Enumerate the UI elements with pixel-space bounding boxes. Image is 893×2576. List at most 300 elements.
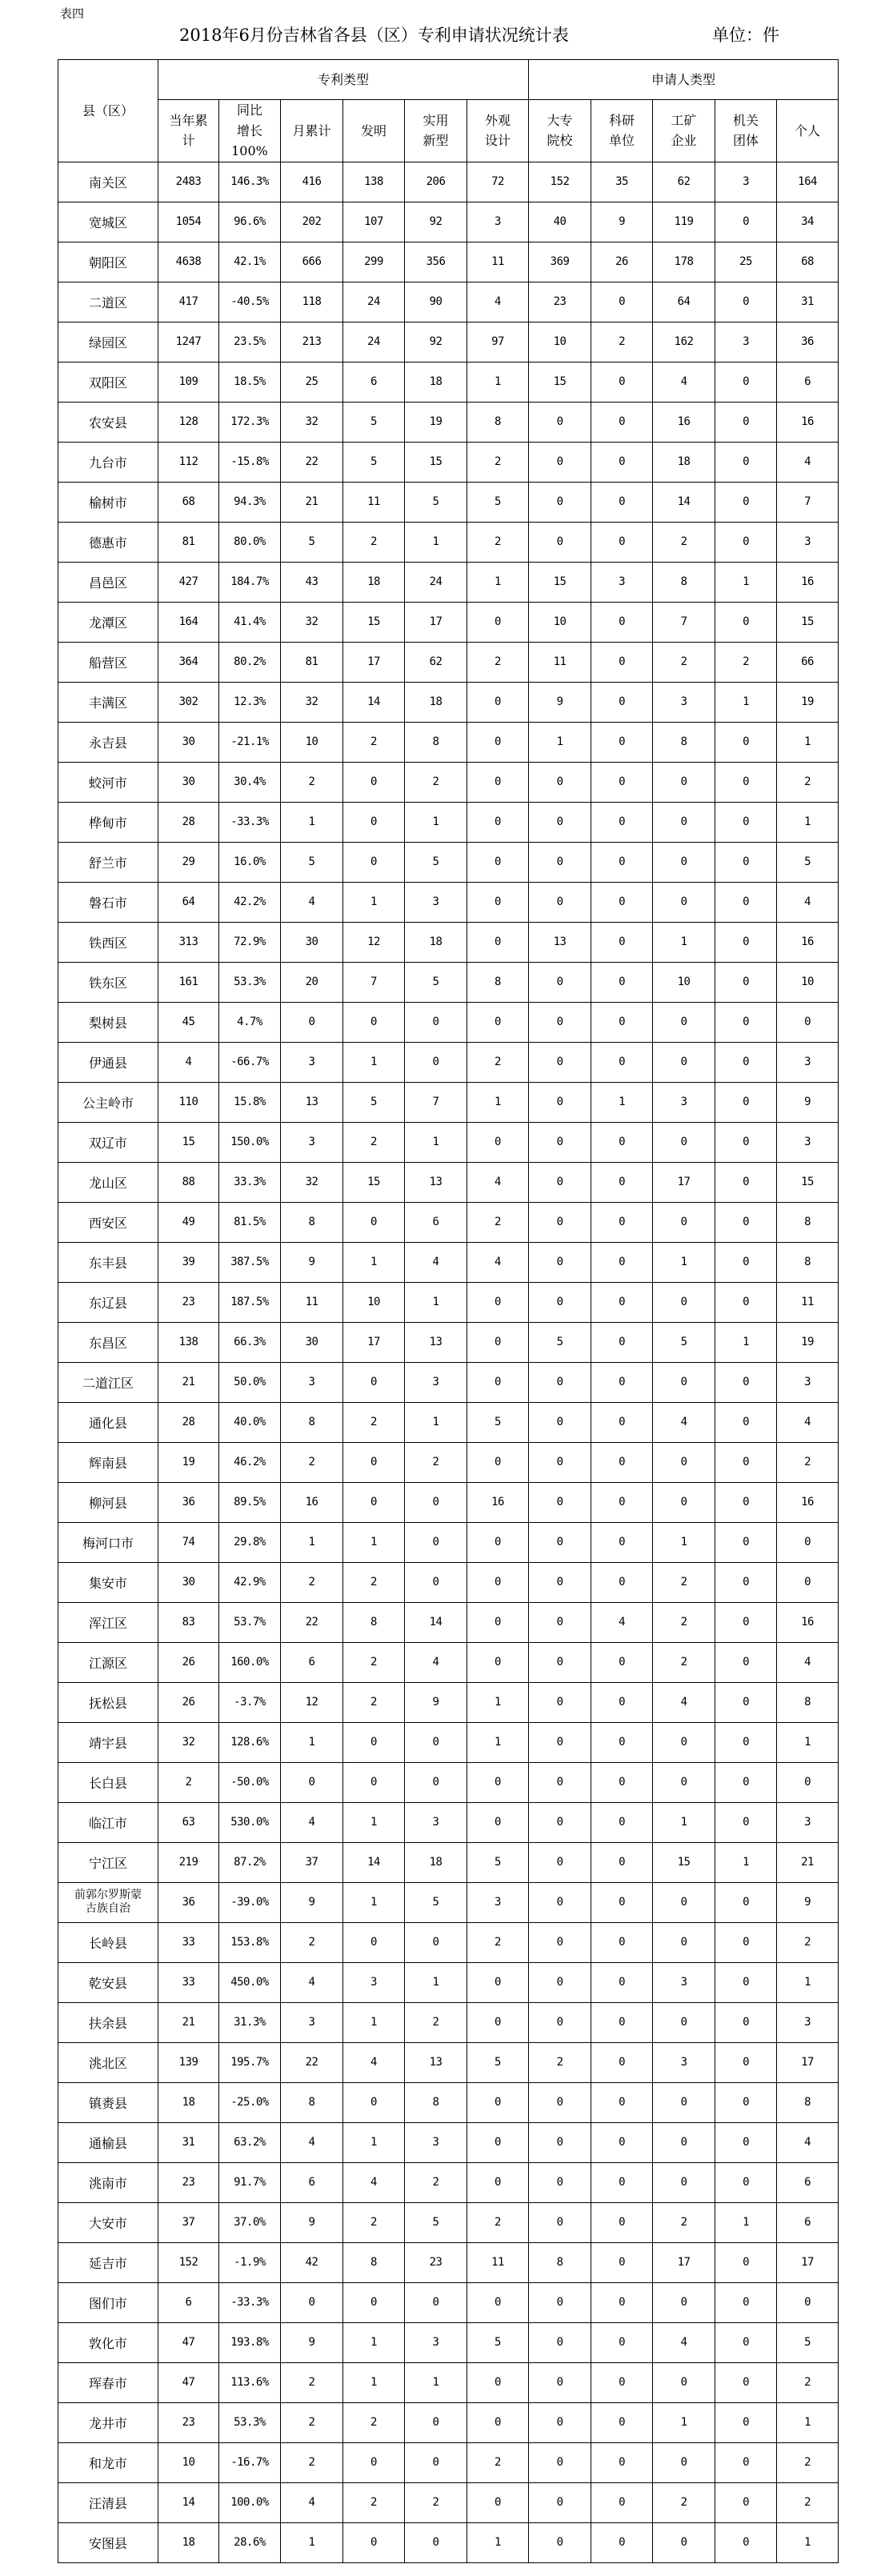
value-cell: 23	[158, 2162, 219, 2202]
value-cell: 3	[653, 1082, 715, 1122]
value-cell: 0	[715, 1162, 777, 1202]
value-cell: 7	[343, 962, 405, 1002]
value-cell: -50.0%	[219, 1762, 281, 1802]
value-cell: 81	[158, 522, 219, 562]
value-cell: 37.0%	[219, 2202, 281, 2242]
region-name-cell: 九台市	[58, 442, 158, 482]
value-cell: 2	[777, 1922, 839, 1962]
value-cell: 36	[158, 1482, 219, 1522]
value-cell: 128.6%	[219, 1722, 281, 1762]
value-cell: 5	[281, 522, 343, 562]
table-row	[58, 682, 839, 722]
value-cell: 92	[405, 322, 467, 362]
document-title: 2018年6月份吉林省各县（区）专利申请状况统计表	[179, 22, 569, 46]
value-cell: 23	[529, 282, 591, 322]
value-cell: 1	[777, 1962, 839, 2002]
table-row	[58, 1642, 839, 1682]
value-cell: 1	[777, 722, 839, 762]
value-cell: 0	[715, 2362, 777, 2402]
value-cell: 37	[158, 2202, 219, 2242]
value-cell: 0	[591, 1642, 653, 1682]
value-cell: 4	[467, 1162, 529, 1202]
value-cell: 0	[653, 882, 715, 922]
value-cell: 0	[715, 2482, 777, 2522]
value-cell: 0	[653, 2002, 715, 2042]
value-cell: 0	[591, 2482, 653, 2522]
value-cell: 0	[529, 1082, 591, 1122]
table-row	[58, 1402, 839, 1442]
column-header	[529, 100, 591, 162]
value-cell: 9	[281, 2322, 343, 2362]
value-cell: 1247	[158, 322, 219, 362]
value-cell: 0	[467, 2082, 529, 2122]
value-cell: 10	[158, 2442, 219, 2482]
value-cell: 0	[343, 1722, 405, 1762]
region-name-cell: 通榆县	[58, 2122, 158, 2162]
value-cell: 0	[591, 2402, 653, 2442]
value-cell: 0	[591, 1762, 653, 1802]
value-cell: 1	[405, 522, 467, 562]
value-cell: 3	[281, 2002, 343, 2042]
value-cell: 5	[343, 442, 405, 482]
value-cell: 11	[467, 242, 529, 282]
value-cell: 0	[467, 1322, 529, 1362]
value-cell: 4	[405, 1642, 467, 1682]
value-cell: 10	[343, 1282, 405, 1322]
value-cell: 6	[405, 1202, 467, 1242]
region-column-header: 县（区）	[58, 60, 158, 162]
value-cell: 0	[715, 1762, 777, 1802]
value-cell: -39.0%	[219, 1882, 281, 1922]
value-cell: 0	[591, 442, 653, 482]
region-name-line: 前郭尔罗斯蒙	[74, 1889, 142, 1901]
region-name-cell: 永吉县	[58, 722, 158, 762]
value-cell: 416	[281, 162, 343, 202]
value-cell: 1	[715, 562, 777, 602]
value-cell: 13	[281, 1082, 343, 1122]
value-cell: 26	[158, 1682, 219, 1722]
table-row	[58, 522, 839, 562]
value-cell: 2	[343, 2402, 405, 2442]
value-cell: 0	[405, 2442, 467, 2482]
region-name-cell: 和龙市	[58, 2442, 158, 2482]
value-cell: 0	[715, 842, 777, 882]
value-cell: 24	[343, 322, 405, 362]
value-cell: 0	[343, 762, 405, 802]
value-cell: 3	[281, 1122, 343, 1162]
value-cell: 2483	[158, 162, 219, 202]
value-cell: 152	[529, 162, 591, 202]
table-row	[58, 2362, 839, 2402]
patent-statistics-table	[58, 59, 839, 2563]
column-header	[343, 100, 405, 162]
value-cell: 53.7%	[219, 1602, 281, 1642]
value-cell: 0	[529, 2522, 591, 2562]
value-cell: 0	[591, 722, 653, 762]
value-cell: 0	[591, 962, 653, 1002]
table-row	[58, 2482, 839, 2522]
value-cell: 17	[343, 1322, 405, 1362]
value-cell: 0	[405, 1922, 467, 1962]
value-cell: 0	[653, 2082, 715, 2122]
value-cell: 8	[405, 722, 467, 762]
value-cell: 1	[467, 562, 529, 602]
value-cell: 94.3%	[219, 482, 281, 522]
value-cell: 22	[281, 442, 343, 482]
value-cell: 1	[653, 2402, 715, 2442]
value-cell: 25	[715, 242, 777, 282]
value-cell: -66.7%	[219, 1042, 281, 1082]
value-cell: 36	[158, 1882, 219, 1922]
value-cell: 18	[405, 682, 467, 722]
region-name-cell: 柳河县	[58, 1482, 158, 1522]
value-cell: 1054	[158, 202, 219, 242]
value-cell: 2	[405, 2482, 467, 2522]
value-cell: 0	[405, 2282, 467, 2322]
value-cell: 6	[777, 362, 839, 402]
value-cell: 10	[529, 602, 591, 642]
value-cell: 3	[281, 1042, 343, 1082]
value-cell: 0	[591, 2242, 653, 2282]
value-cell: 2	[467, 2202, 529, 2242]
value-cell: 23	[158, 2402, 219, 2442]
region-name-cell: 龙山区	[58, 1162, 158, 1202]
value-cell: 43	[281, 562, 343, 602]
value-cell: 0	[343, 2522, 405, 2562]
value-cell: 0	[715, 202, 777, 242]
value-cell: 0	[653, 1722, 715, 1762]
value-cell: 0	[467, 2282, 529, 2322]
value-cell: 0	[591, 1522, 653, 1562]
region-name-cell: 船营区	[58, 642, 158, 682]
region-name-cell: 扶余县	[58, 2002, 158, 2042]
table-row	[58, 2002, 839, 2042]
value-cell: 3	[777, 1042, 839, 1082]
value-cell: 369	[529, 242, 591, 282]
value-cell: 0	[529, 2002, 591, 2042]
region-name-cell: 长白县	[58, 1762, 158, 1802]
value-cell: 0	[777, 1562, 839, 1602]
value-cell: 2	[467, 2442, 529, 2482]
value-cell: 4	[343, 2042, 405, 2082]
value-cell: 0	[405, 2402, 467, 2442]
value-cell: 46.2%	[219, 1442, 281, 1482]
value-cell: 1	[715, 1842, 777, 1882]
value-cell: 21	[281, 482, 343, 522]
value-cell: 2	[343, 522, 405, 562]
value-cell: -33.3%	[219, 2282, 281, 2322]
value-cell: 118	[281, 282, 343, 322]
region-name-cell: 梨树县	[58, 1002, 158, 1042]
value-cell: 0	[467, 1962, 529, 2002]
value-cell: 0	[715, 2242, 777, 2282]
value-cell: 64	[158, 882, 219, 922]
value-cell: 2	[653, 1642, 715, 1682]
value-cell: 6	[777, 2202, 839, 2242]
value-cell: 62	[653, 162, 715, 202]
value-cell: 107	[343, 202, 405, 242]
value-cell: 0	[529, 1042, 591, 1082]
value-cell: 92	[405, 202, 467, 242]
value-cell: 0	[529, 1642, 591, 1682]
value-cell: 3	[777, 1802, 839, 1842]
value-cell: 8	[777, 2082, 839, 2122]
value-cell: 2	[467, 522, 529, 562]
value-cell: 0	[529, 842, 591, 882]
value-cell: 0	[591, 2362, 653, 2402]
value-cell: 36	[777, 322, 839, 362]
value-cell: 0	[343, 2282, 405, 2322]
value-cell: 66	[777, 642, 839, 682]
value-cell: 4	[777, 1642, 839, 1682]
value-cell: -33.3%	[219, 802, 281, 842]
table-row	[58, 1802, 839, 1842]
value-cell: 0	[591, 282, 653, 322]
value-cell: 128	[158, 402, 219, 442]
value-cell: 37	[281, 1842, 343, 1882]
value-cell: 0	[591, 1362, 653, 1402]
value-cell: 2	[777, 2362, 839, 2402]
value-cell: 88	[158, 1162, 219, 1202]
value-cell: 19	[777, 1322, 839, 1362]
value-cell: 0	[591, 1562, 653, 1602]
region-name-cell: 珲春市	[58, 2362, 158, 2402]
value-cell: 4	[467, 1242, 529, 1282]
column-header-line: 计	[182, 133, 194, 148]
value-cell: 161	[158, 962, 219, 1002]
value-cell: -40.5%	[219, 282, 281, 322]
table-row	[58, 2082, 839, 2122]
value-cell: 0	[715, 402, 777, 442]
value-cell: 8	[777, 1202, 839, 1242]
value-cell: 17	[653, 2242, 715, 2282]
value-cell: 4	[281, 1962, 343, 2002]
value-cell: 9	[281, 1882, 343, 1922]
value-cell: 530.0%	[219, 1802, 281, 1842]
value-cell: 0	[467, 2122, 529, 2162]
column-header-line: 机关	[733, 113, 759, 128]
value-cell: 0	[715, 802, 777, 842]
value-cell: 62	[405, 642, 467, 682]
value-cell: 3	[715, 162, 777, 202]
value-cell: 4	[653, 1402, 715, 1442]
value-cell: 18	[405, 1842, 467, 1882]
value-cell: 72	[467, 162, 529, 202]
value-cell: 31.3%	[219, 2002, 281, 2042]
value-cell: 13	[405, 2042, 467, 2082]
value-cell: 5	[405, 1882, 467, 1922]
table-row	[58, 2242, 839, 2282]
table-row	[58, 322, 839, 362]
value-cell: 2	[777, 1442, 839, 1482]
column-header-line: 月累计	[292, 123, 330, 138]
table-row	[58, 802, 839, 842]
value-cell: 19	[405, 402, 467, 442]
region-name-cell: 乾安县	[58, 1962, 158, 2002]
value-cell: 49	[158, 1202, 219, 1242]
value-cell: 18	[343, 562, 405, 602]
table-row	[58, 882, 839, 922]
value-cell: 0	[343, 1202, 405, 1242]
value-cell: 0	[591, 1442, 653, 1482]
table-row	[58, 162, 839, 202]
value-cell: 0	[653, 2362, 715, 2402]
value-cell: 0	[467, 1442, 529, 1482]
value-cell: 8	[467, 962, 529, 1002]
value-cell: 16	[777, 922, 839, 962]
value-cell: 9	[281, 1242, 343, 1282]
value-cell: 1	[343, 1522, 405, 1562]
value-cell: 14	[343, 682, 405, 722]
region-name-cell: 铁东区	[58, 962, 158, 1002]
value-cell: 0	[591, 682, 653, 722]
value-cell: 0	[591, 922, 653, 962]
region-name-cell: 洮北区	[58, 2042, 158, 2082]
value-cell: 5	[467, 2042, 529, 2082]
value-cell: 146.3%	[219, 162, 281, 202]
value-cell: 0	[467, 762, 529, 802]
table-row	[58, 1202, 839, 1242]
value-cell: 0	[715, 1122, 777, 1162]
value-cell: 5	[405, 482, 467, 522]
value-cell: 5	[467, 2322, 529, 2362]
value-cell: 2	[715, 642, 777, 682]
value-cell: 0	[715, 2002, 777, 2042]
value-cell: 2	[405, 762, 467, 802]
region-name-cell: 桦甸市	[58, 802, 158, 842]
value-cell: 1	[715, 1322, 777, 1362]
value-cell: 3	[653, 1962, 715, 2002]
value-cell: 0	[529, 1522, 591, 1562]
value-cell: 3	[405, 1362, 467, 1402]
value-cell: 0	[591, 1922, 653, 1962]
value-cell: 0	[343, 802, 405, 842]
value-cell: 160.0%	[219, 1642, 281, 1682]
value-cell: 0	[529, 442, 591, 482]
table-row	[58, 1002, 839, 1042]
value-cell: 4	[591, 1602, 653, 1642]
value-cell: 0	[467, 1562, 529, 1602]
value-cell: 11	[777, 1282, 839, 1322]
value-cell: 5	[343, 1082, 405, 1122]
value-cell: 0	[653, 1122, 715, 1162]
value-cell: 10	[653, 962, 715, 1002]
value-cell: 3	[405, 2322, 467, 2362]
value-cell: 0	[591, 362, 653, 402]
table-row	[58, 1322, 839, 1362]
value-cell: 0	[529, 482, 591, 522]
value-cell: 0	[591, 2202, 653, 2242]
table-row	[58, 642, 839, 682]
table-row	[58, 2402, 839, 2442]
value-cell: 164	[158, 602, 219, 642]
region-name-cell: 集安市	[58, 1562, 158, 1602]
value-cell: 0	[591, 802, 653, 842]
value-cell: 0	[529, 962, 591, 1002]
value-cell: 10	[281, 722, 343, 762]
value-cell: 16	[281, 1482, 343, 1522]
value-cell: 16	[777, 1482, 839, 1522]
value-cell: 427	[158, 562, 219, 602]
value-cell: 1	[343, 882, 405, 922]
value-cell: 0	[467, 602, 529, 642]
value-cell: 3	[591, 562, 653, 602]
value-cell: 32	[281, 602, 343, 642]
value-cell: 4	[343, 2162, 405, 2202]
value-cell: 0	[529, 1722, 591, 1762]
value-cell: 0	[715, 1242, 777, 1282]
value-cell: 4	[653, 362, 715, 402]
table-row	[58, 1442, 839, 1482]
value-cell: 3	[777, 1362, 839, 1402]
value-cell: 8	[653, 722, 715, 762]
value-cell: 1	[343, 2002, 405, 2042]
value-cell: 97	[467, 322, 529, 362]
value-cell: 64	[653, 282, 715, 322]
value-cell: 0	[529, 1602, 591, 1642]
value-cell: 23	[158, 1282, 219, 1322]
value-cell: 72.9%	[219, 922, 281, 962]
value-cell: 1	[405, 1962, 467, 2002]
value-cell: 1	[777, 2402, 839, 2442]
value-cell: 18	[405, 922, 467, 962]
value-cell: 3	[281, 1362, 343, 1402]
value-cell: 22	[281, 2042, 343, 2082]
region-name-cell: 东丰县	[58, 1242, 158, 1282]
value-cell: 0	[777, 2282, 839, 2322]
value-cell: 153.8%	[219, 1922, 281, 1962]
value-cell: 5	[467, 482, 529, 522]
value-cell: 219	[158, 1842, 219, 1882]
value-cell: 13	[405, 1322, 467, 1362]
value-cell: 19	[777, 682, 839, 722]
value-cell: 0	[529, 1442, 591, 1482]
table-row	[58, 2202, 839, 2242]
table-row	[58, 1482, 839, 1522]
value-cell: 0	[653, 802, 715, 842]
value-cell: 10	[777, 962, 839, 1002]
value-cell: 15	[777, 602, 839, 642]
value-cell: 15	[529, 562, 591, 602]
value-cell: 9	[591, 202, 653, 242]
value-cell: 17	[653, 1162, 715, 1202]
value-cell: 13	[529, 922, 591, 962]
value-cell: 2	[653, 1562, 715, 1602]
value-cell: 0	[529, 1882, 591, 1922]
value-cell: 16	[777, 562, 839, 602]
value-cell: 0	[591, 1282, 653, 1322]
value-cell: 2	[343, 1122, 405, 1162]
value-cell: 0	[529, 1242, 591, 1282]
table-row	[58, 1362, 839, 1402]
value-cell: 2	[467, 1922, 529, 1962]
value-cell: 0	[591, 1002, 653, 1042]
value-cell: 0	[529, 2482, 591, 2522]
value-cell: 184.7%	[219, 562, 281, 602]
value-cell: 0	[715, 362, 777, 402]
value-cell: 150.0%	[219, 1122, 281, 1162]
value-cell: 0	[715, 1402, 777, 1442]
table-row	[58, 602, 839, 642]
column-header-line: 企业	[671, 133, 697, 148]
value-cell: 5	[343, 402, 405, 442]
region-name-cell: 图们市	[58, 2282, 158, 2322]
value-cell: 1	[281, 802, 343, 842]
value-cell: 3	[405, 2122, 467, 2162]
value-cell: 417	[158, 282, 219, 322]
value-cell: 2	[467, 642, 529, 682]
table-row	[58, 1722, 839, 1762]
